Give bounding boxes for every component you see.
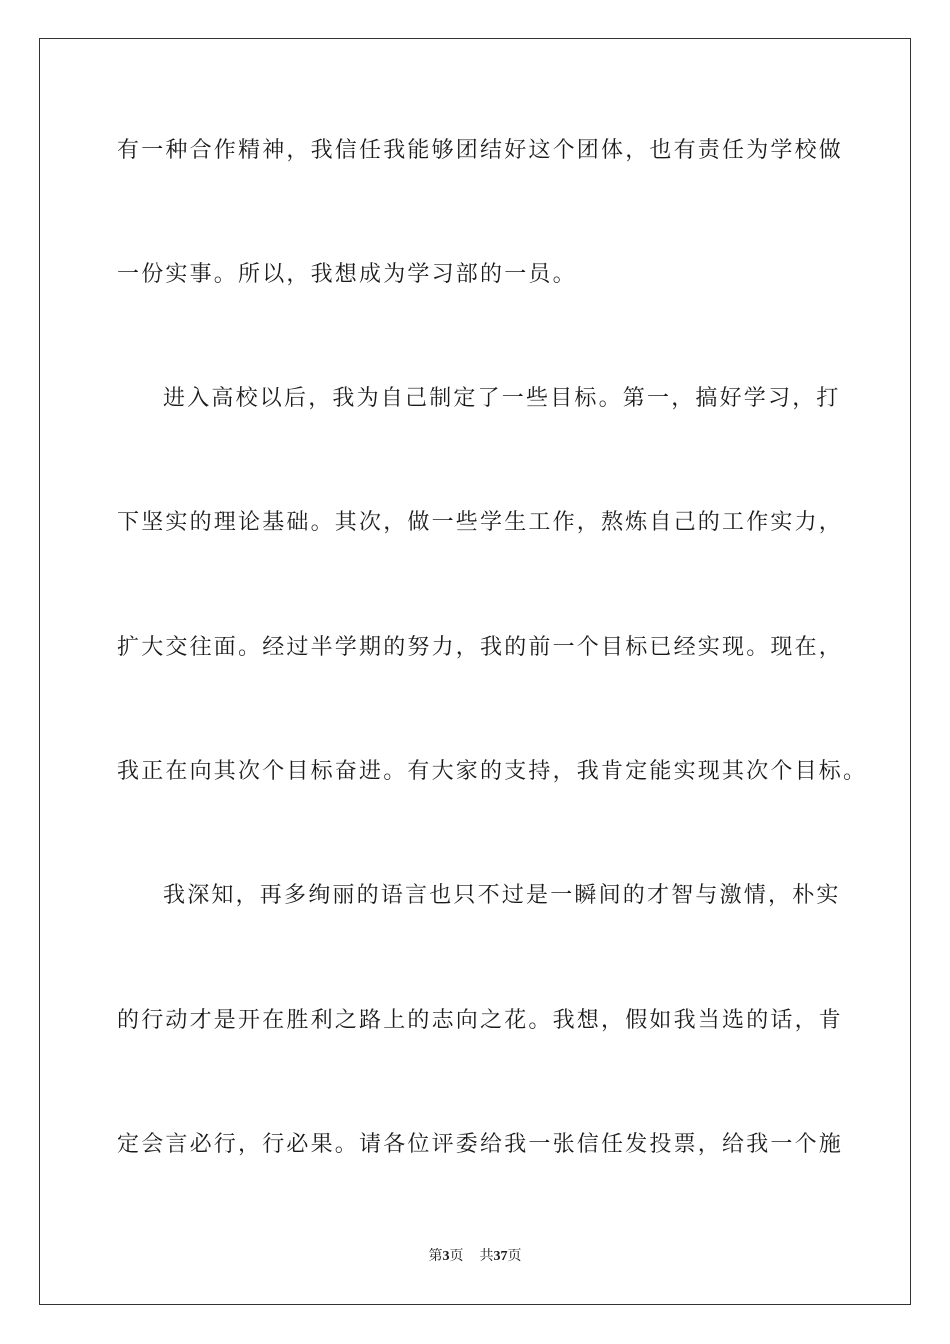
total-suffix: 页 [507, 1248, 522, 1264]
text-line: 的行动才是开在胜利之路上的志向之花。我想，假如我当选的话，肯 [117, 1008, 844, 1033]
page-frame [39, 38, 911, 1305]
page-prefix: 第 [428, 1248, 443, 1264]
current-page-number: 3 [442, 1249, 450, 1264]
text-line: 有一种合作精神，我信任我能够团结好这个团体，也有责任为学校做 [117, 138, 844, 163]
text-line-paragraph-start: 我深知，再多绚丽的语言也只不过是一瞬间的才智与激情，朴实 [163, 883, 841, 908]
text-line: 一份实事。所以，我想成为学习部的一员。 [117, 262, 577, 287]
page-suffix: 页 [449, 1248, 464, 1264]
text-line: 扩大交往面。经过半学期的努力，我的前一个目标已经实现。现在， [117, 635, 844, 660]
text-line-paragraph-start: 进入高校以后，我为自己制定了一些目标。第一，搞好学习，打 [163, 386, 841, 411]
text-line: 下坚实的理论基础。其次，做一些学生工作，熬炼自己的工作实力， [117, 510, 844, 535]
text-line: 定会言必行，行必果。请各位评委给我一张信任发投票，给我一个施 [117, 1132, 844, 1157]
total-page-count: 37 [493, 1249, 508, 1264]
text-line: 我正在向其次个目标奋进。有大家的支持，我肯定能实现其次个目标。 [117, 759, 868, 784]
page-footer [0, 1246, 950, 1267]
total-prefix: 共 [479, 1248, 494, 1264]
